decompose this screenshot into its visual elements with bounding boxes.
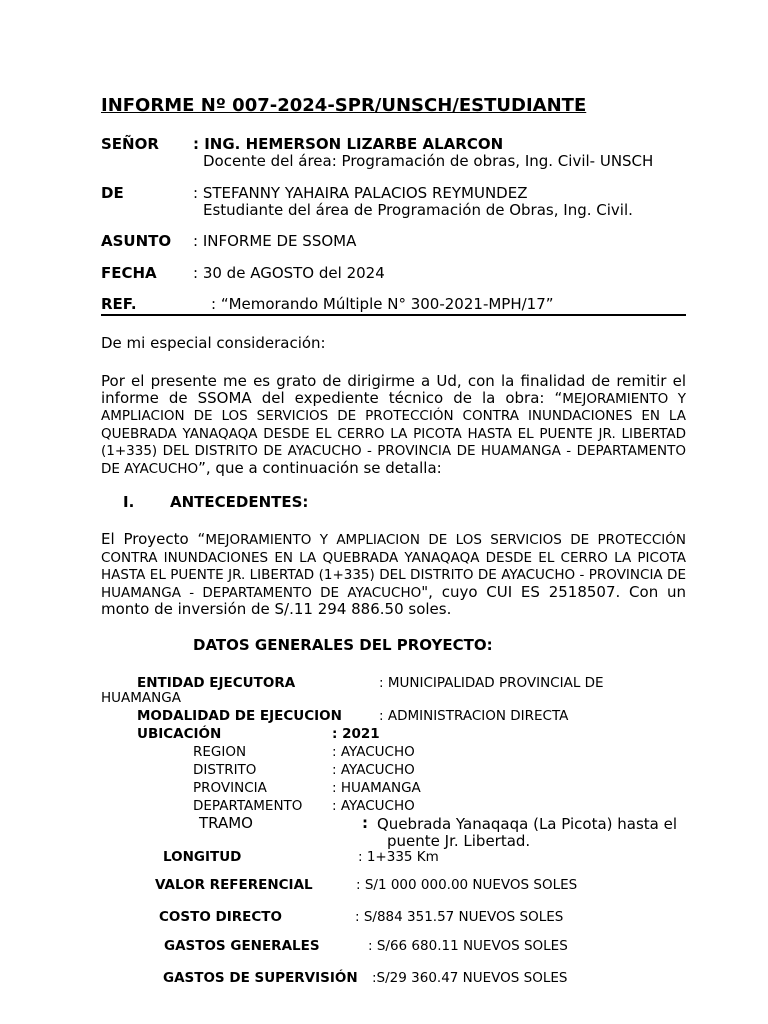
intro-end: ”, que a continuación se detalla: <box>198 458 442 477</box>
senor-subtitle: Docente del área: Programación de obras, Ing. Civil- UNSCH <box>203 152 654 170</box>
fecha-label: FECHA <box>101 264 157 282</box>
ref-value: : “Memorando Múltiple N° 300-2021-MPH/17” <box>211 295 554 313</box>
document-title: INFORME Nº 007-2024-SPR/UNSCH/ESTUDIANTE <box>101 95 587 116</box>
provincia-value: : HUAMANGA <box>332 780 421 796</box>
costo-directo-label: COSTO DIRECTO <box>159 909 282 925</box>
entidad-value-cont: HUAMANGA <box>101 690 181 706</box>
ubicacion-label: UBICACIÓN <box>137 726 222 742</box>
valor-referencial-label: VALOR REFERENCIAL <box>155 877 313 893</box>
entidad-label: ENTIDAD EJECUTORA <box>137 675 296 691</box>
header-divider <box>101 314 686 316</box>
project-name: MEJORAMIENTO Y AMPLIACION DE LOS SERVICIOS DE PROTECCIÓN CONTRA INUNDACIONES EN LA QUEBRADA YANAQAQA DESDE EL CERRO LA PICOTA HASTA EL PUENTE JR. LIBERTAD (1+335) DEL DISTRITO DE AYACUCHO - PROVINCIA DE HUAMANGA - DEPARTAMENTO DE AYACUCHO <box>101 532 686 601</box>
ref-label: REF. <box>101 295 137 313</box>
de-value: : STEFANNY YAHAIRA PALACIOS REYMUNDEZ <box>193 184 528 202</box>
modalidad-value: : ADMINISTRACION DIRECTA <box>379 708 569 724</box>
intro-project-name: MEJORAMIENTO Y AMPLIACION DE LOS SERVICIOS DE PROTECCIÓN CONTRA INUNDACIONES EN LA QUEBRADA YANAQAQA DESDE EL CERRO LA PICOTA HASTA EL PUENTE JR. LIBERTAD (1+335) DEL DISTRITO DE AYACUCHO - PROVINCIA DE HUAMANGA - DEPARTAMENTO DE AYACUCHO <box>101 390 686 477</box>
asunto-value: : INFORME DE SSOMA <box>193 232 357 250</box>
section-number: I. <box>123 493 135 511</box>
project-end: ", cuyo CUI ES 2518507. Con un monto de inversión de S/.11 294 886.50 soles. <box>101 582 686 618</box>
asunto-label: ASUNTO <box>101 232 172 250</box>
datos-heading: DATOS GENERALES DEL PROYECTO: <box>193 636 493 654</box>
gastos-generales-label: GASTOS GENERALES <box>164 938 320 954</box>
modalidad-label: MODALIDAD DE EJECUCION <box>137 708 342 724</box>
intro-text: Por el presente me es grato de dirigirme a Ud, con la finalidad de remitir el informe de SSOMA del expediente técnico de la obra: “ <box>101 372 686 407</box>
fecha-value: : 30 de AGOSTO del 2024 <box>193 264 385 282</box>
project-start: El Proyecto “ <box>101 530 206 548</box>
de-label: DE <box>101 184 124 202</box>
departamento-value: : AYACUCHO <box>332 798 415 814</box>
senor-label: SEÑOR <box>101 135 159 153</box>
valor-referencial-value: : S/1 000 000.00 NUEVOS SOLES <box>356 877 578 893</box>
greeting: De mi especial consideración: <box>101 334 326 352</box>
ubicacion-value: : 2021 <box>332 726 380 742</box>
de-subtitle: Estudiante del área de Programación de Obras, Ing. Civil. <box>203 201 633 219</box>
section-title: ANTECEDENTES: <box>170 493 309 511</box>
senor-value: : ING. HEMERSON LIZARBE ALARCON <box>193 135 504 153</box>
project-paragraph <box>101 531 686 618</box>
tramo-value-cont: puente Jr. Libertad. <box>387 832 531 850</box>
intro-paragraph <box>101 373 686 477</box>
costo-directo-value: : S/884 351.57 NUEVOS SOLES <box>355 909 564 925</box>
gastos-generales-value: : S/66 680.11 NUEVOS SOLES <box>368 938 568 954</box>
region-label: REGION <box>193 744 247 760</box>
tramo-label: TRAMO <box>199 814 253 832</box>
distrito-value: : AYACUCHO <box>332 762 415 778</box>
region-value: : AYACUCHO <box>332 744 415 760</box>
departamento-label: DEPARTAMENTO <box>193 798 303 814</box>
distrito-label: DISTRITO <box>193 762 257 778</box>
entidad-value: : MUNICIPALIDAD PROVINCIAL DE <box>379 675 604 691</box>
longitud-value: : 1+335 Km <box>358 849 439 865</box>
provincia-label: PROVINCIA <box>193 780 267 796</box>
tramo-colon: : <box>362 814 368 832</box>
tramo-value: Quebrada Yanaqaqa (La Picota) hasta el <box>377 815 678 833</box>
gastos-supervision-value: :S/29 360.47 NUEVOS SOLES <box>372 970 568 986</box>
longitud-label: LONGITUD <box>163 849 242 865</box>
gastos-supervision-label: GASTOS DE SUPERVISIÓN <box>163 970 358 986</box>
